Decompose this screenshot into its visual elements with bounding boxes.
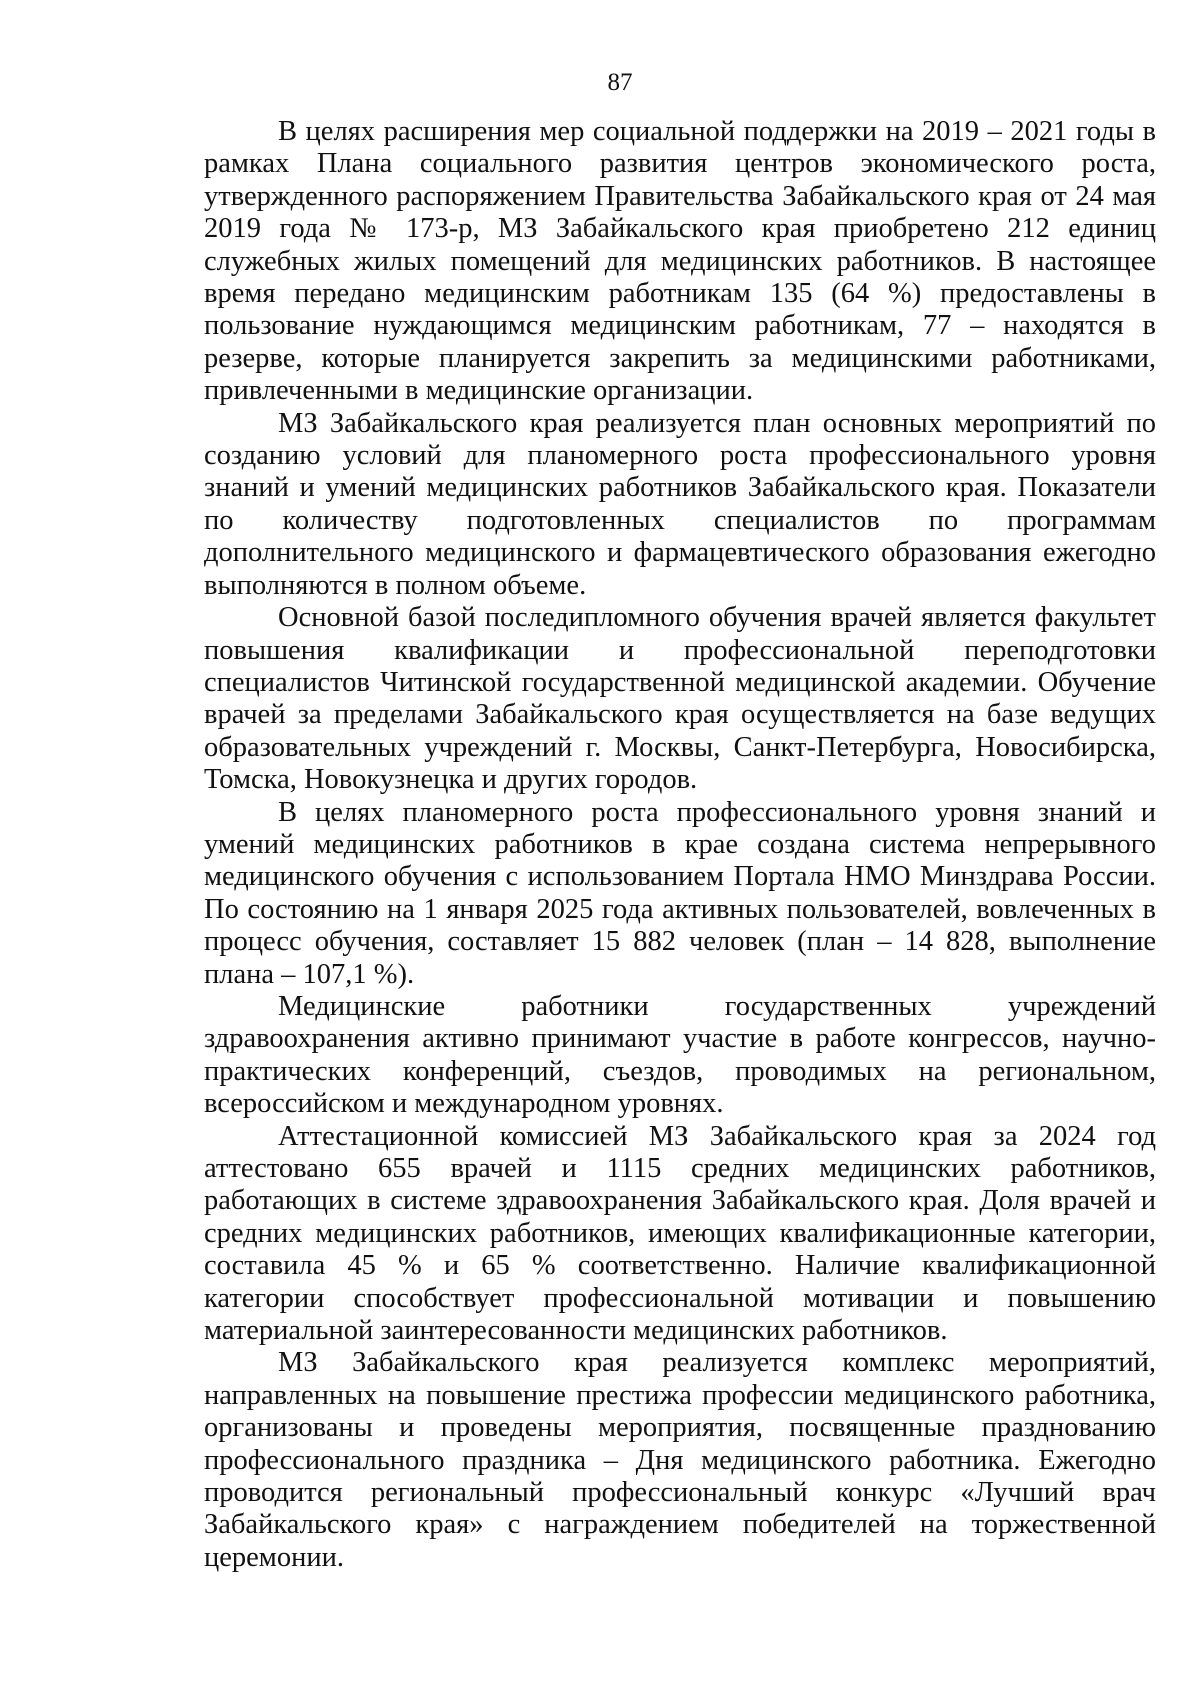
paragraph-postgraduate-base: Основной базой последипломного обучения врачей является факультет повышения квалификации и профессиональной переподготовки специалистов Читинской государственной медицинской академии. Обучение врачей за пределами Забайкальского края осуществляется на базе ведущих образовательных учреждений г. Москвы, Санкт-Петербурга, Новосибирска, Томска, Новокузнецка и других городов. (204, 602, 1156, 796)
page-number: 87 (607, 69, 633, 96)
paragraph-prestige: МЗ Забайкальского края реализуется комплекс мероприятий, направленных на повышение престижа профессии медицинского работника, организованы и проведены мероприятия, посвященные празднованию профессионального праздника – Дня медицинского работника. Ежегодно проводится региональный профессиональный конкурс «Лучший врач Забайкальского края» с награждением победителей на торжественной церемонии. (204, 1347, 1156, 1573)
paragraph-continuous-education: В целях планомерного роста профессионального уровня знаний и умений медицинских работников в крае создана система непрерывного медицинского обучения с использованием Портала НМО Минздрава России. По состоянию на 1 января 2025 года активных пользователей, вовлеченных в процесс обучения, составляет 15 882 человек (план – 14 828, выполнение плана – 107,1 %). (204, 796, 1156, 990)
paragraph-conferences: Медицинские работники государственных учреждений здравоохранения активно принимают участие в работе конгрессов, научно-практических конференций, съездов, проводимых на региональном, всероссийском и международном уровнях. (204, 990, 1156, 1120)
paragraph-housing: В целях расширения мер социальной поддержки на 2019 – 2021 годы в рамках Плана социального развития центров экономического роста, утвержденного распоряжением Правительства Забайкальского края от 24 мая 2019 года № 173-р, МЗ Забайкальского края приобретено 212 единиц служебных жилых помещений для медицинских работников. В настоящее время передано медицинским работникам 135 (64 %) предоставлены в пользование нуждающимся медицинским работникам, 77 – находятся в резерве, которые планируется закрепить за медицинскими работниками, привлеченными в медицинские организации. (204, 116, 1156, 407)
document-body (204, 116, 1156, 1574)
paragraph-training-plan: МЗ Забайкальского края реализуется план основных мероприятий по созданию условий для планомерного роста профессионального уровня знаний и умений медицинских работников Забайкальского края. Показатели по количеству подготовленных специалистов по программам дополнительного медицинского и фармацевтического образования ежегодно выполняются в полном объеме. (204, 407, 1156, 601)
paragraph-attestation: Аттестационной комиссией МЗ Забайкальского края за 2024 год аттестовано 655 врачей и 1115 средних медицинских работников, работающих в системе здравоохранения Забайкальского края. Доля врачей и средних медицинских работников, имеющих квалификационные категории, составила 45 % и 65 % соответственно. Наличие квалификационной категории способствует профессиональной мотивации и повышению материальной заинтересованности медицинских работников. (204, 1120, 1156, 1347)
